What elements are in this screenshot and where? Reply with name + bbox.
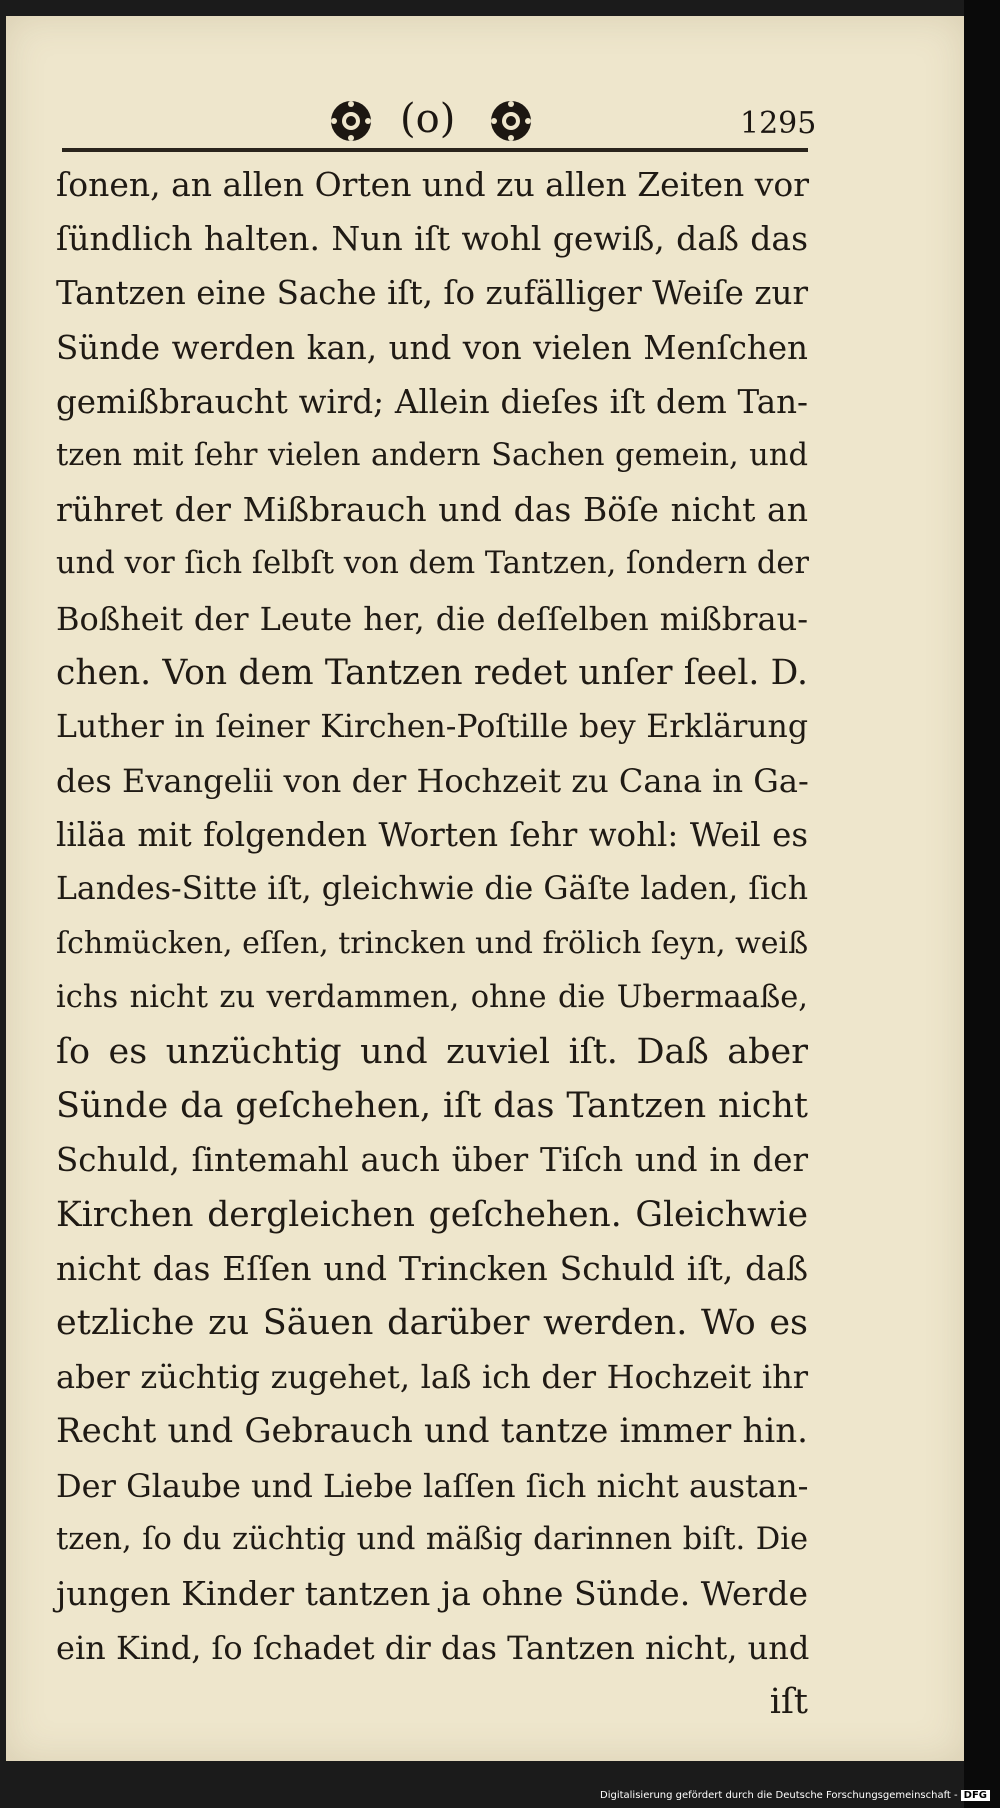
page-marker: (o) bbox=[400, 96, 456, 142]
text-line: tzen mit ſehr vielen andern Sachen gemein, und bbox=[56, 437, 808, 473]
scan-edge bbox=[964, 0, 1000, 1808]
text-line: ſo es unzüchtig und zuviel iſt. Daß aber bbox=[56, 1032, 808, 1072]
flower-ornament-icon bbox=[488, 98, 534, 144]
text-line: ſonen, an allen Orten und zu allen Zeiten vor bbox=[56, 165, 810, 204]
text-line: Recht und Gebrauch und tantze immer hin. bbox=[56, 1411, 808, 1452]
text-line: aber züchtig zugehet, laß ich der Hochzeit ihr bbox=[56, 1358, 808, 1397]
text-line: Tantzen eine Sache iſt, ſo zufälliger Weiſe zur bbox=[56, 274, 808, 313]
text-line: Landes-Sitte iſt, gleichwie die Gäſte laden, ſich bbox=[56, 871, 808, 908]
text-line: Der Glaube und Liebe laſſen ſich nicht austan- bbox=[56, 1466, 809, 1505]
text-line: liläa mit folgenden Worten ſehr wohl: Weil es bbox=[56, 816, 808, 855]
text-line: des Evangelii von der Hochzeit zu Cana in Ga- bbox=[56, 762, 809, 801]
page-number: 1295 bbox=[740, 106, 817, 141]
text-line: Luther in ſeiner Kirchen-Poſtille bey Erklärung bbox=[56, 708, 808, 745]
text-line: chen. Von dem Tantzen redet unſer ſeel. D. bbox=[56, 652, 808, 693]
page-header bbox=[62, 92, 817, 152]
header-rule bbox=[62, 148, 808, 152]
text-line: gemißbraucht wird; Allein dieſes iſt dem Tan- bbox=[56, 382, 808, 421]
text-line: Kirchen dergleichen geſchehen. Gleichwie bbox=[56, 1194, 808, 1235]
dfg-logo: DFG bbox=[961, 1790, 990, 1801]
text-line: jungen Kinder tantzen ja ohne Sünde. Werde bbox=[56, 1573, 808, 1613]
text-line: rühret der Mißbrauch und das Böſe nicht an bbox=[56, 490, 808, 530]
text-line: ſchmücken, eſſen, trincken und frölich ſeyn, weiß bbox=[56, 925, 809, 961]
text-line: Boßheit der Leute her, die deſſelben mißbrau- bbox=[56, 599, 808, 638]
text-line: ein Kind, ſo ſchadet dir das Tantzen nicht, und bbox=[56, 1629, 810, 1668]
digitization-credit bbox=[600, 1790, 990, 1801]
text-line: und vor ſich ſelbſt von dem Tantzen, ſondern der bbox=[56, 546, 809, 582]
text-line: ichs nicht zu verdammen, ohne die Ubermaaße, bbox=[56, 979, 808, 1015]
text-line: Sünde werden kan, und von vielen Menſchen bbox=[56, 328, 808, 367]
text-line: tzen, ſo du züchtig und mäßig darinnen biſt. Die bbox=[56, 1521, 808, 1557]
flower-ornament-icon bbox=[328, 98, 374, 144]
text-line: nicht das Eſſen und Trincken Schuld iſt, daß bbox=[56, 1248, 808, 1288]
text-line: Sünde da geſchehen, iſt das Tantzen nicht bbox=[56, 1086, 808, 1127]
text-line: ſündlich halten. Nun iſt wohl gewiß, daß das bbox=[56, 219, 808, 259]
text-line: Schuld, ſintemahl auch über Tiſch und in der bbox=[56, 1141, 808, 1180]
body-text bbox=[56, 158, 808, 1729]
credit-text: Digitalisierung gefördert durch die Deutsche Forschungsgemeinschaft - bbox=[600, 1790, 958, 1801]
book-page bbox=[6, 16, 964, 1761]
catchword: iſt bbox=[769, 1682, 808, 1723]
text-line: etzliche zu Säuen darüber werden. Wo es bbox=[56, 1302, 808, 1343]
